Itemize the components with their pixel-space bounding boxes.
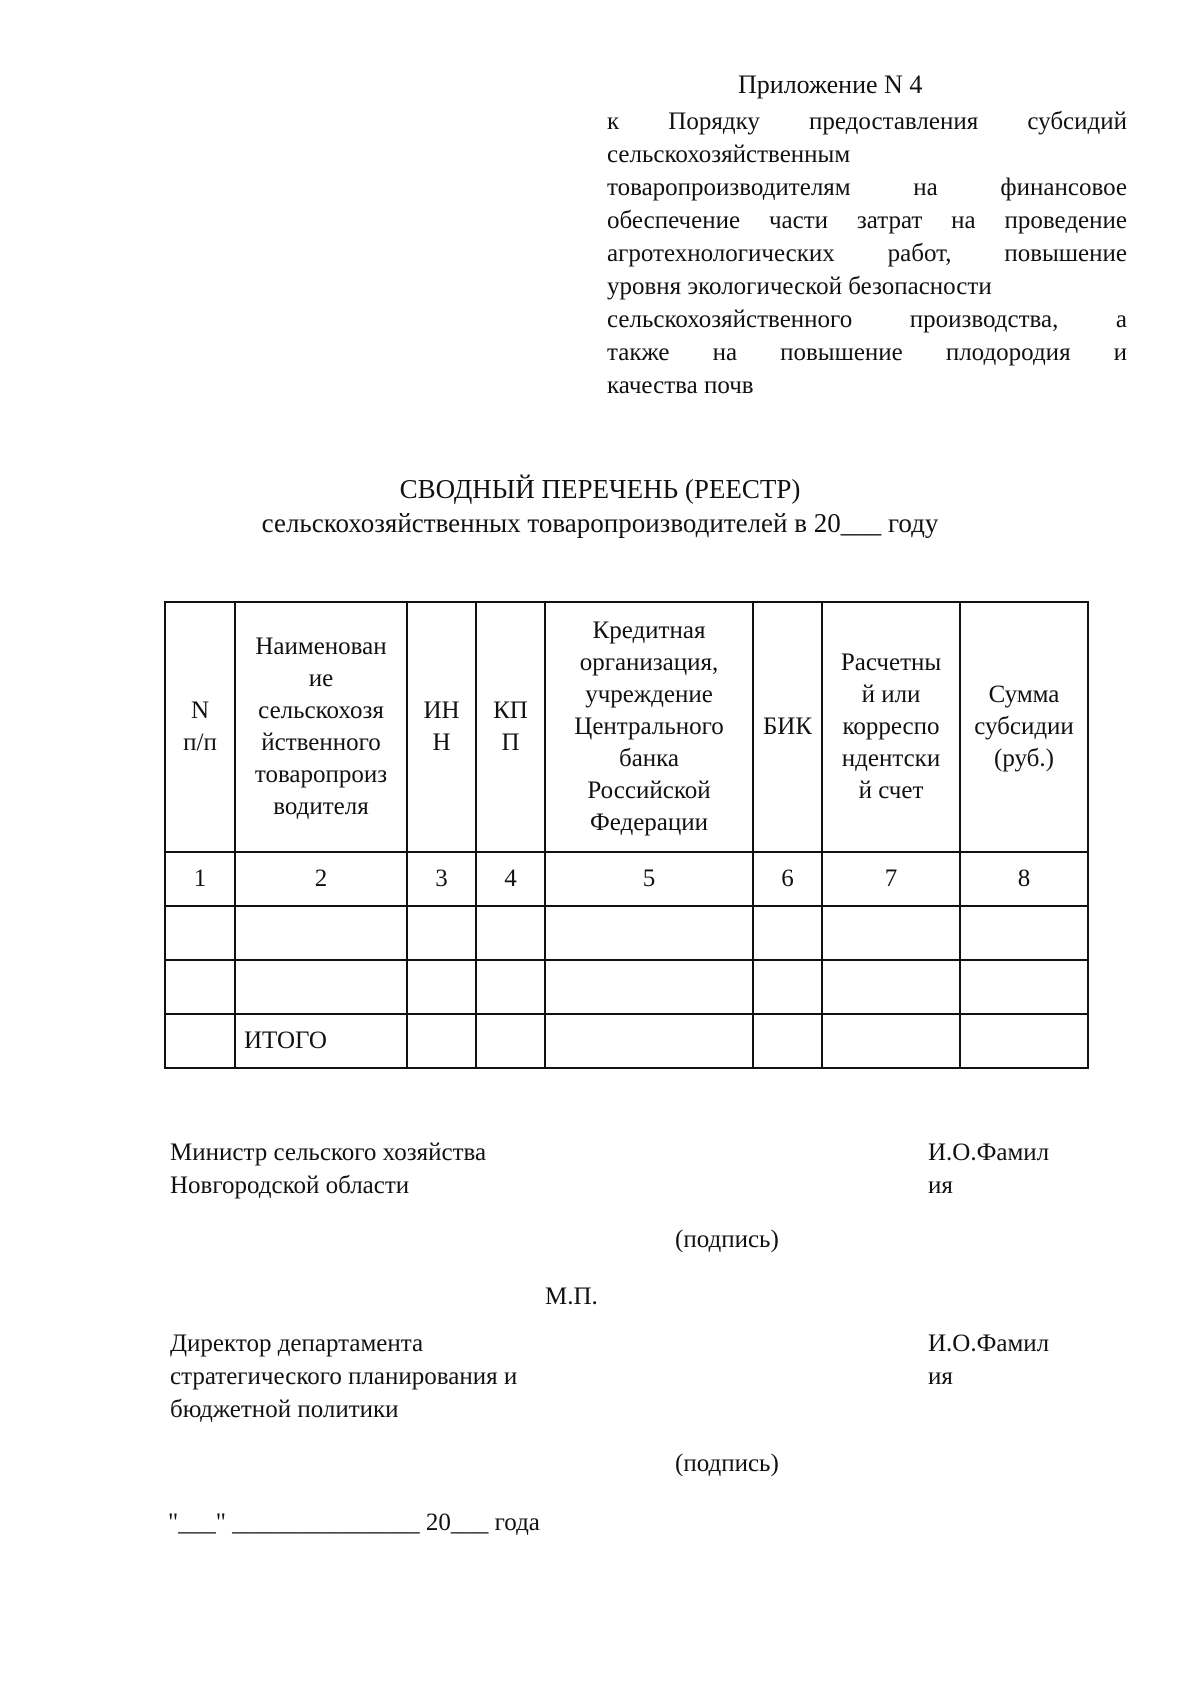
table-cell — [165, 960, 235, 1014]
column-header: БИК — [753, 602, 822, 852]
registry-table — [164, 601, 1089, 1069]
director-signature-hint: (подпись) — [675, 1450, 779, 1477]
minister-title: Министр сельского хозяйства Новгородской области — [170, 1139, 487, 1199]
appendix-body — [607, 105, 1127, 402]
table-cell — [545, 960, 753, 1014]
table-cell — [822, 960, 960, 1014]
table-row — [165, 960, 1088, 1014]
table-cell — [165, 906, 235, 960]
column-number: 2 — [235, 852, 407, 906]
appendix-line: сельскохозяйственного производства, а — [607, 306, 1127, 333]
appendix-line: товаропроизводителям на финансовое — [607, 174, 1127, 201]
table-cell — [822, 1014, 960, 1068]
appendix-title: Приложение N 4 — [738, 70, 923, 99]
column-number: 5 — [545, 852, 753, 906]
table-cell — [545, 906, 753, 960]
table-cell — [545, 1014, 753, 1068]
column-header: Расчетны й или корреспо ндентски й счет — [822, 602, 960, 852]
appendix-line: сельскохозяйственным — [607, 141, 851, 168]
stamp-label: М.П. — [545, 1283, 598, 1310]
minister-signature-hint: (подпись) — [675, 1226, 779, 1253]
total-row — [165, 1014, 1088, 1068]
column-header: ИН Н — [407, 602, 476, 852]
director-title: Директор департамента стратегического планирования и бюджетной политики — [170, 1330, 518, 1423]
appendix-line: к Порядку предоставления субсидий — [607, 108, 1127, 135]
table-cell — [407, 906, 476, 960]
table-cell — [753, 906, 822, 960]
column-number: 6 — [753, 852, 822, 906]
column-number: 1 — [165, 852, 235, 906]
table-cell — [476, 1014, 545, 1068]
column-header: Кредитная организация, учреждение Центрального банка Российской Федерации — [545, 602, 753, 852]
director-name: И.О.Фамил ия — [928, 1330, 1050, 1390]
table-row — [165, 906, 1088, 960]
table-cell — [235, 906, 407, 960]
total-label: ИТОГО — [235, 1014, 407, 1068]
column-number-row — [165, 852, 1088, 906]
table-cell — [407, 1014, 476, 1068]
appendix-line: также на повышение плодородия и — [607, 339, 1127, 366]
column-number: 8 — [960, 852, 1088, 906]
table-cell — [476, 960, 545, 1014]
appendix-line: агротехнологических работ, повышение — [607, 240, 1127, 267]
appendix-line: обеспечение части затрат на проведение — [607, 207, 1127, 234]
table-cell — [476, 906, 545, 960]
column-number: 4 — [476, 852, 545, 906]
table-header-row — [165, 602, 1088, 852]
table-cell — [165, 1014, 235, 1068]
date-line: "___" _______________ 20___ года — [168, 1509, 540, 1536]
table-cell — [235, 960, 407, 1014]
minister-name: И.О.Фамил ия — [928, 1139, 1050, 1199]
table-cell — [960, 1014, 1088, 1068]
table-cell — [960, 906, 1088, 960]
column-header: Наименован ие сельскохозя йственного товаропроиз водителя — [235, 602, 407, 852]
registry-subtitle: сельскохозяйственных товаропроизводителей в 20___ году — [261, 508, 939, 538]
table-cell — [822, 906, 960, 960]
appendix-line: уровня экологической безопасности — [607, 273, 992, 300]
appendix-line: качества почв — [607, 372, 754, 399]
column-header: КП П — [476, 602, 545, 852]
column-header: N п/п — [165, 602, 235, 852]
registry-title: СВОДНЫЙ ПЕРЕЧЕНЬ (РЕЕСТР) — [399, 474, 801, 504]
table-cell — [407, 960, 476, 1014]
table-cell — [753, 1014, 822, 1068]
column-number: 7 — [822, 852, 960, 906]
table-cell — [960, 960, 1088, 1014]
column-header: Сумма субсидии (руб.) — [960, 602, 1088, 852]
table-cell — [753, 960, 822, 1014]
column-number: 3 — [407, 852, 476, 906]
